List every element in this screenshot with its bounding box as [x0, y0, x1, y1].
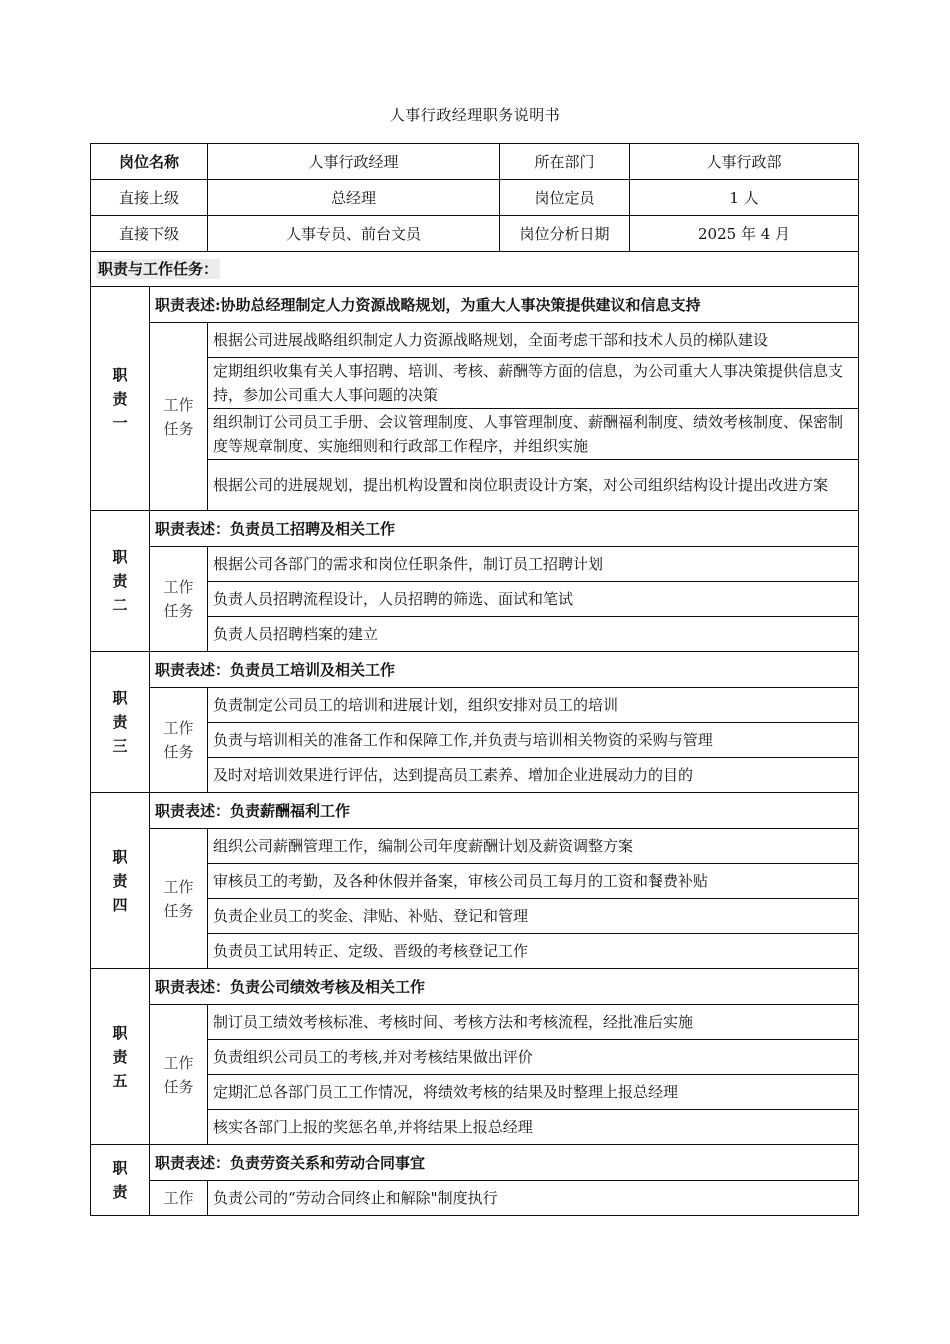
info-row-position [91, 144, 859, 180]
duty-label-text: 职责二 [112, 548, 128, 614]
job-description-table [90, 143, 859, 1216]
task-item: 组织制订公司员工手册、会议管理制度、人事管理制度、薪酬福利制度、绩效考核制度、保密制度等规章制度、实施细则和行政部工作程序，并组织实施 [208, 409, 859, 460]
headcount-value: 1 人 [630, 180, 859, 216]
duty-label-text: 职责五 [112, 1023, 128, 1090]
direct-superior-value: 总经理 [208, 180, 500, 216]
duty-label-text: 职责 [112, 1159, 128, 1201]
analysis-date-value: 2025 年 4 月 [630, 216, 859, 252]
section-title-cell [91, 252, 859, 287]
section-title: 职责与工作任务： [98, 260, 219, 278]
task-row [91, 323, 859, 358]
duty-description-row [91, 287, 859, 323]
task-item: 制订员工绩效考核标准、考核时间、考核方法和考核流程，经批准后实施 [208, 1005, 859, 1040]
work-task-label [150, 829, 208, 969]
duty-description: 职责表述：负责薪酬福利工作 [150, 793, 859, 829]
duty-description-row [91, 969, 859, 1005]
position-name-label: 岗位名称 [91, 144, 208, 180]
direct-subordinate-label: 直接下级 [91, 216, 208, 252]
work-task-label-text: 工作任务 [163, 1053, 194, 1096]
section-header-row [91, 252, 859, 287]
duty-description: 职责表述：负责员工招聘及相关工作 [150, 511, 859, 547]
task-item: 及时对培训效果进行评估，达到提高员工素养、增加企业进展动力的目的 [208, 758, 859, 793]
task-item: 负责人员招聘档案的建立 [208, 617, 859, 652]
task-item: 负责与培训相关的准备工作和保障工作,并负责与培训相关物资的采购与管理 [208, 723, 859, 758]
task-item: 定期汇总各部门员工工作情况，将绩效考核的结果及时整理上报总经理 [208, 1075, 859, 1110]
task-row [91, 1005, 859, 1040]
info-row-subordinate [91, 216, 859, 252]
analysis-date-label: 岗位分析日期 [500, 216, 630, 252]
position-name-value: 人事行政经理 [208, 144, 500, 180]
task-item: 负责企业员工的奖金、津贴、补贴、登记和管理 [208, 899, 859, 934]
document-title: 人事行政经理职务说明书 [389, 106, 561, 124]
duty-label-text: 职责四 [112, 847, 128, 914]
duty-description: 职责表述：负责劳资关系和劳动合同事宜 [150, 1145, 859, 1181]
duty-description: 职责表述:协助总经理制定人力资源战略规划，为重大人事决策提供建议和信息支持 [150, 287, 859, 323]
task-item: 负责员工试用转正、定级、晋级的考核登记工作 [208, 934, 859, 969]
task-item: 负责制定公司员工的培训和进展计划，组织安排对员工的培训 [208, 688, 859, 723]
task-row [91, 829, 859, 864]
work-task-label [150, 1005, 208, 1145]
task-row [91, 547, 859, 582]
duty-label [91, 511, 150, 652]
task-item: 定期组织收集有关人事招聘、培训、考核、薪酬等方面的信息，为公司重大人事决策提供信息支持，参加公司重大人事问题的决策 [208, 358, 859, 409]
direct-superior-label: 直接上级 [91, 180, 208, 216]
work-task-label [150, 547, 208, 652]
task-item: 组织公司薪酬管理工作，编制公司年度薪酬计划及薪资调整方案 [208, 829, 859, 864]
task-item: 负责公司的“劳动合同终止和解除"制度执行 [208, 1181, 859, 1216]
department-label: 所在部门 [500, 144, 630, 180]
duty-description-row [91, 793, 859, 829]
duty-description: 职责表述：负责公司绩效考核及相关工作 [150, 969, 859, 1005]
work-task-label [150, 1181, 208, 1216]
work-task-label [150, 323, 208, 511]
task-row [91, 1181, 859, 1216]
work-task-label [150, 688, 208, 793]
task-item: 负责组织公司员工的考核,并对考核结果做出评价 [208, 1040, 859, 1075]
duty-description: 职责表述：负责员工培训及相关工作 [150, 652, 859, 688]
task-item: 核实各部门上报的奖惩名单,并将结果上报总经理 [208, 1110, 859, 1145]
duty-label [91, 1145, 150, 1216]
work-task-label-text: 工作任务 [163, 395, 194, 438]
duty-description-row [91, 511, 859, 547]
work-task-label-text: 工作任务 [163, 719, 194, 761]
work-task-label-text: 工作任务 [163, 578, 194, 620]
duty-label [91, 969, 150, 1145]
task-item: 审核员工的考勤，及各种休假并备案，审核公司员工每月的工资和餐费补贴 [208, 864, 859, 899]
task-item: 根据公司各部门的需求和岗位任职条件，制订员工招聘计划 [208, 547, 859, 582]
work-task-label-text: 工作任务 [163, 877, 194, 920]
duty-description-row [91, 652, 859, 688]
duty-label [91, 793, 150, 969]
task-item: 根据公司的进展规划，提出机构设置和岗位职责设计方案，对公司组织结构设计提出改进方案 [208, 460, 859, 511]
duty-label [91, 652, 150, 793]
task-item: 根据公司进展战略组织制定人力资源战略规划，全面考虑干部和技术人员的梯队建设 [208, 323, 859, 358]
task-row [91, 688, 859, 723]
info-row-superior [91, 180, 859, 216]
direct-subordinate-value: 人事专员、前台文员 [208, 216, 500, 252]
task-item: 负责人员招聘流程设计，人员招聘的筛选、面试和笔试 [208, 582, 859, 617]
duty-label-text: 职责一 [112, 365, 128, 432]
headcount-label: 岗位定员 [500, 180, 630, 216]
duty-label [91, 287, 150, 511]
duty-description-row [91, 1145, 859, 1181]
department-value: 人事行政部 [630, 144, 859, 180]
duty-label-text: 职责三 [112, 689, 128, 755]
work-task-label-text: 工作 [163, 1189, 194, 1207]
